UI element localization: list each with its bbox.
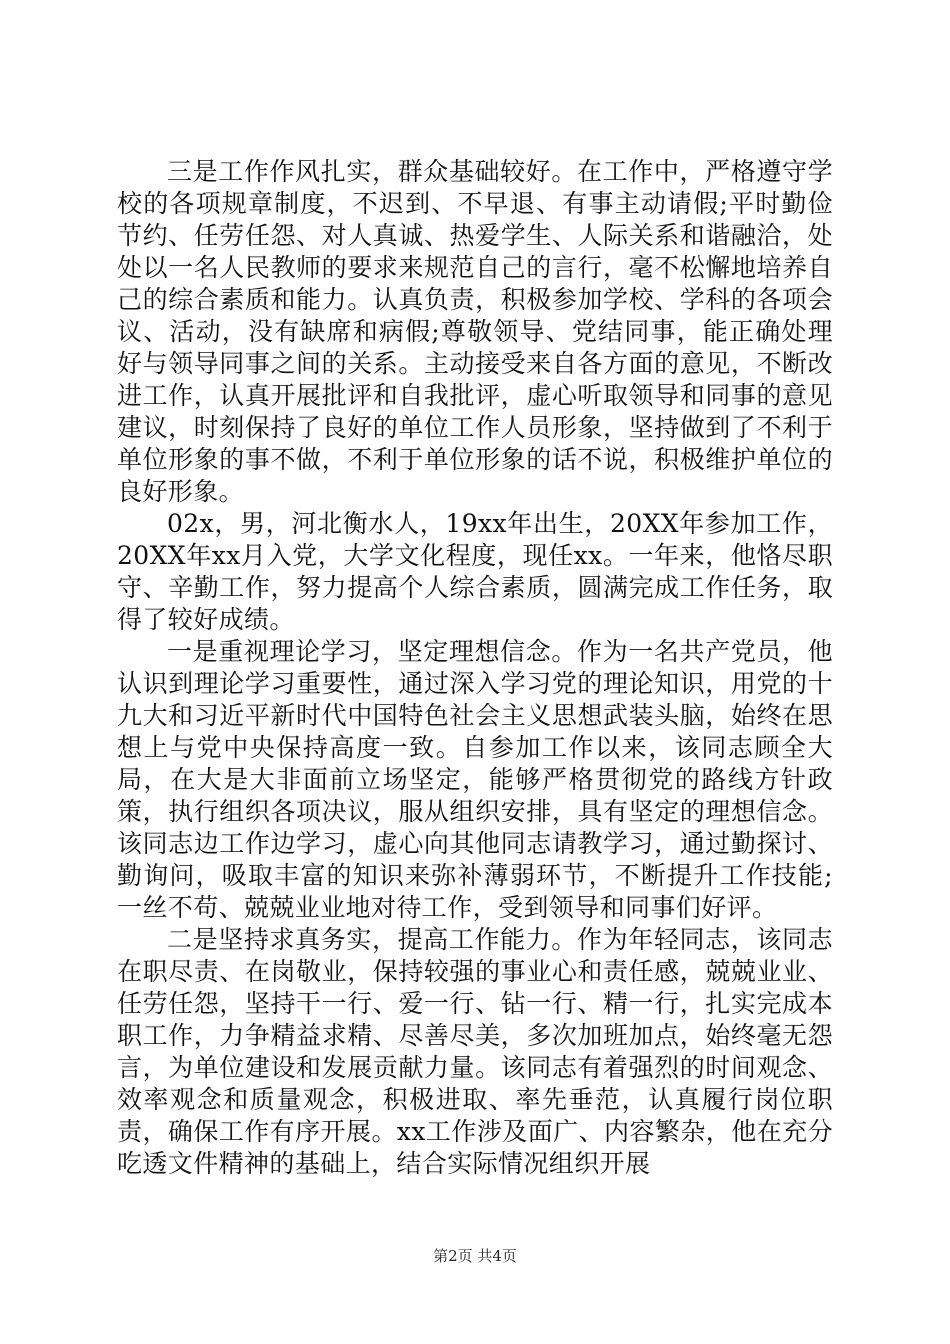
paragraph-profile: 02x，男，河北衡水人，19xx年出生，20XX年参加工作，20XX年xx月入党，大学文化程度，现任xx。一年来，他恪尽职守、辛勤工作，努力提高个人综合素质，圆满完成工作任务，取得了较好成绩。 bbox=[117, 509, 833, 634]
paragraph-work-ability: 二是坚持求真务实，提高工作能力。作为年轻同志，该同志在职尽责、在岗敬业，保持较强的事业心和责任感，兢兢业业、任劳任怨，坚持干一行、爱一行、钻一行、精一行，扎实完成本职工作，力争精益求精、尽善尽美，多次加班加点，始终毫无怨言，为单位建设和发展贡献力量。该同志有着强烈的时间观念、效率观念和质量观念，积极进取、率先垂范，认真履行岗位职责，确保工作有序开展。xx工作涉及面广、内容繁杂，他在充分吃透文件精神的基础上，结合实际情况组织开展 bbox=[117, 925, 833, 1178]
paragraph-work-style: 三是工作作风扎实，群众基础较好。在工作中，严格遵守学校的各项规章制度，不迟到、不早退、有事主动请假;平时勤俭节约、任劳任怨、对人真诚、热爱学生、人际关系和谐融洽，处处以一名人民教师的要求来规范自己的言行，毫不松懈地培养自己的综合素质和能力。认真负责，积极参加学校、学科的各项会议、活动，没有缺席和病假;尊敬领导、党结同事，能正确处理好与领导同事之间的关系。主动接受来自各方面的意见，不断改进工作，认真开展批评和自我批评，虚心听取领导和同事的意见建议，时刻保持了良好的单位工作人员形象，坚持做到了不利于单位形象的事不做，不利于单位形象的话不说，积极维护单位的良好形象。 bbox=[117, 157, 833, 506]
paragraph-theory-study: 一是重视理论学习，坚定理想信念。作为一名共产党员，他认识到理论学习重要性，通过深入学习党的理论知识，用党的十九大和习近平新时代中国特色社会主义思想武装头脑，始终在思想上与党中央保持高度一致。自参加工作以来，该同志顾全大局，在大是大非面前立场坚定，能够严格贯彻党的路线方针政策，执行组织各项决议，服从组织安排，具有坚定的理想信念。该同志边工作边学习，虚心向其他同志请教学习，通过勤探讨、勤询问，吸取丰富的知识来弥补薄弱环节，不断提升工作技能;一丝不苟、兢兢业业地对待工作，受到领导和同事们好评。 bbox=[117, 637, 833, 922]
page-number-footer: 第2页 共4页 bbox=[433, 1247, 517, 1265]
document-body bbox=[117, 156, 833, 1180]
